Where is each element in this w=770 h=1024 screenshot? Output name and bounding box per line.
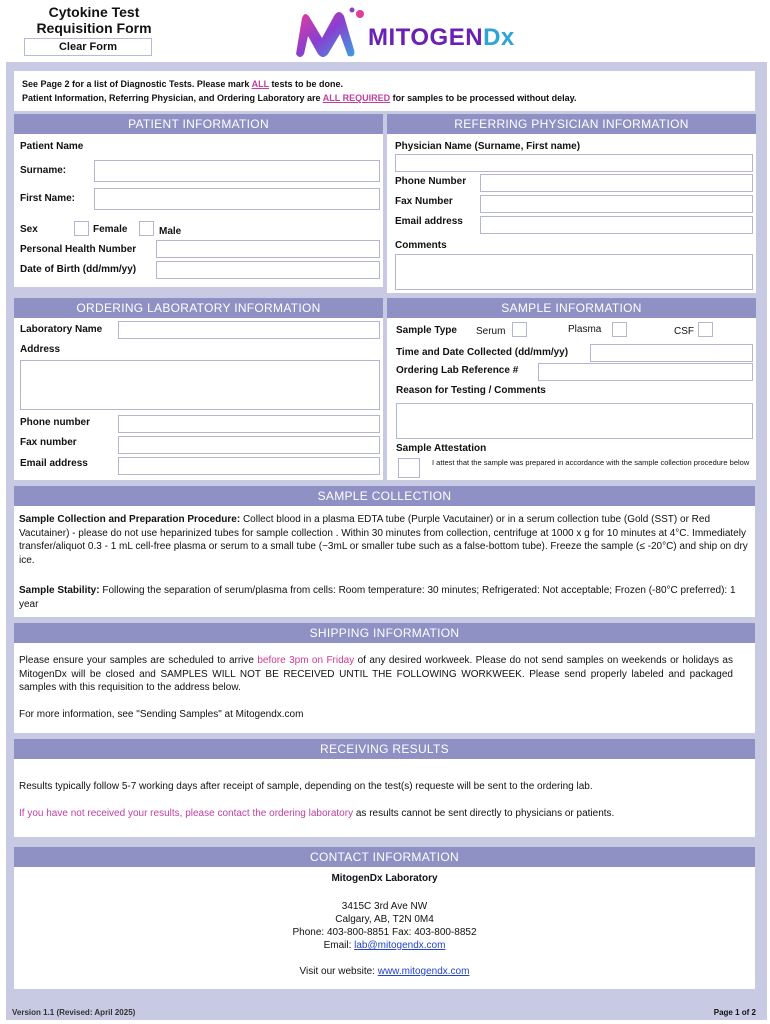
attestation-text: I attest that the sample was prepared in accordance with the sample collection procedure below — [432, 458, 750, 467]
shipping-paragraph — [19, 654, 733, 695]
physician-fax-input[interactable] — [480, 195, 753, 213]
lab-email-label: Email address — [20, 458, 88, 469]
shipping-section-title: SHIPPING INFORMATION — [14, 623, 755, 643]
contact-website-line — [14, 965, 755, 979]
male-label: Male — [159, 226, 182, 237]
instructions-note — [14, 71, 755, 111]
results-warning: If you have not received your results, please contact the ordering laboratory — [19, 808, 354, 819]
physician-email-input[interactable] — [480, 216, 753, 234]
physician-fax-label: Fax Number — [395, 196, 453, 207]
form-title-line2: Requisition Form — [36, 20, 152, 36]
note-line2-a: Patient Information, Referring Physician, and Ordering Laboratory are — [22, 93, 323, 103]
collection-procedure — [19, 513, 751, 567]
attestation-label: Sample Attestation — [396, 443, 487, 454]
results-section-title: RECEIVING RESULTS — [14, 739, 755, 759]
contact-address-line1: 3415C 3rd Ave NW — [341, 901, 428, 912]
note-line1-a: See Page 2 for a list of Diagnostic Tests. Please mark — [22, 79, 252, 89]
lab-phone-label: Phone number — [20, 417, 91, 428]
first-name-input[interactable] — [94, 188, 380, 210]
lab-address-input[interactable] — [20, 360, 380, 410]
phn-input[interactable] — [156, 240, 380, 258]
physician-email-label: Email address — [395, 216, 463, 227]
patient-section-title: PATIENT INFORMATION — [14, 114, 383, 134]
attestation-checkbox[interactable] — [398, 458, 420, 478]
contact-org: MitogenDx Laboratory — [331, 873, 438, 884]
surname-input[interactable] — [94, 160, 380, 182]
stability-text: Following the separation of serum/plasma from cells: Room temperature: 30 minutes; Refrigerated: Not acceptable; Frozen (-80°C preferred): 1 year — [19, 585, 736, 610]
logo-suffix: Dx — [483, 24, 515, 51]
reason-label: Reason for Testing / Comments — [396, 385, 546, 396]
version-label: Version 1.1 (Revised: April 2025) — [12, 1008, 136, 1017]
contact-website-link[interactable]: www.mitogendx.com — [377, 966, 470, 977]
results-p1: Results typically follow 5-7 working days after receipt of sample, depending on the test(s) requeste will be sent to the ordering lab. — [19, 781, 593, 792]
stability-label: Sample Stability: — [19, 585, 100, 596]
note-line1-b: tests to be done. — [268, 79, 343, 89]
collected-label: Time and Date Collected (dd/mm/yy) — [396, 347, 569, 358]
phn-label: Personal Health Number — [20, 244, 137, 255]
procedure-text: Collect blood in a plasma EDTA tube (Purple Vacutainer) or in a serum collection tube (Gold (SST) or Red Vacutainer) - please do not use heparinized tubes for sample collection . Within 30 minutes from collection, centrifuge at 1000 x g for 10 minutes at 4°C. Immediately transfer/aliquot 0.3 - 1 mL cell-free plasma or serum to a small tube (~3mL or smaller tube such as a false-bottom tube). Freeze the sample (≤ -20°C) and ship on dry ice. — [19, 514, 748, 566]
contact-section-title: CONTACT INFORMATION — [14, 847, 755, 867]
collection-stability — [19, 584, 751, 611]
lab-reference-input[interactable] — [538, 363, 753, 381]
contact-email-line — [14, 939, 755, 953]
shipping-p1-b: of any desired workweek. Please do not send samples on weekends or holidays as MitogenDx will be closed and SAMPLES WILL NOT BE RECEIVED UNTIL THE FOLLOWING WORKWEEK. Please send properly labeled and packaged samples with this requisition to the address below. — [19, 655, 733, 693]
sex-male-checkbox[interactable] — [139, 221, 154, 236]
surname-label: Surname: — [20, 165, 67, 176]
physician-comments-label: Comments — [395, 240, 447, 251]
physician-phone-input[interactable] — [480, 174, 753, 192]
contact-email-link[interactable]: lab@mitogendx.com — [354, 940, 446, 951]
contact-address-line2: Calgary, AB, T2N 0M4 — [335, 914, 434, 925]
procedure-label: Sample Collection and Preparation Procedure: — [19, 514, 241, 525]
clear-form-button[interactable]: Clear Form — [24, 38, 152, 56]
logo-wordmark — [368, 24, 515, 52]
plasma-checkbox[interactable] — [612, 322, 627, 337]
physician-phone-label: Phone Number — [395, 176, 467, 187]
collected-input[interactable] — [590, 344, 753, 362]
first-name-label: First Name: — [20, 193, 76, 204]
results-p2 — [19, 807, 751, 821]
female-label: Female — [93, 224, 128, 235]
sample-type-label: Sample Type — [396, 325, 457, 336]
lab-fax-label: Fax number — [20, 437, 77, 448]
logo-main: MITOGEN — [368, 24, 484, 51]
lab-fax-input[interactable] — [118, 436, 380, 454]
lab-section-title: ORDERING LABORATORY INFORMATION — [14, 298, 383, 318]
note-line2-highlight: ALL REQUIRED — [322, 93, 391, 103]
sex-female-checkbox[interactable] — [74, 221, 89, 236]
lab-address-label: Address — [20, 344, 61, 355]
sample-section-title: SAMPLE INFORMATION — [387, 298, 756, 318]
plasma-label: Plasma — [568, 324, 602, 335]
note-line2-b: for samples to be processed without delay. — [390, 93, 577, 103]
lab-name-input[interactable] — [118, 321, 380, 339]
patient-name-heading: Patient Name — [20, 141, 84, 152]
shipping-deadline: before 3pm on Friday — [257, 655, 355, 666]
csf-checkbox[interactable] — [698, 322, 713, 337]
results-p2-b: as results cannot be sent directly to physicians or patients. — [353, 808, 615, 819]
dob-label: Date of Birth (dd/mm/yy) — [20, 264, 137, 275]
physician-section-title: REFERRING PHYSICIAN INFORMATION — [387, 114, 756, 134]
form-title-line1: Cytokine Test — [48, 4, 140, 20]
reason-input[interactable] — [396, 403, 753, 439]
lab-phone-input[interactable] — [118, 415, 380, 433]
physician-comments-input[interactable] — [395, 254, 753, 290]
contact-website-label: Visit our website: — [299, 966, 378, 977]
shipping-p1-a: Please ensure your samples are scheduled to arrive — [19, 655, 258, 666]
serum-label: Serum — [476, 326, 506, 337]
collection-section-title: SAMPLE COLLECTION — [14, 486, 755, 506]
contact-phone-fax: Phone: 403-800-8851 Fax: 403-800-8852 — [292, 927, 477, 938]
shipping-more-info: For more information, see "Sending Samples" at Mitogendx.com — [19, 709, 304, 720]
lab-email-input[interactable] — [118, 457, 380, 475]
physician-name-label: Physician Name (Surname, First name) — [395, 141, 581, 152]
contact-email-label: Email: — [323, 940, 355, 951]
form-title — [14, 4, 174, 36]
lab-reference-label: Ordering Lab Reference # — [396, 365, 519, 376]
sex-label: Sex — [20, 224, 38, 235]
lab-name-label: Laboratory Name — [20, 324, 103, 335]
page-number: Page 1 of 2 — [713, 1008, 756, 1017]
serum-checkbox[interactable] — [512, 322, 527, 337]
dob-input[interactable] — [156, 261, 380, 279]
note-line1-highlight: ALL — [251, 79, 269, 89]
physician-name-input[interactable] — [395, 154, 753, 172]
csf-label: CSF — [674, 326, 694, 337]
